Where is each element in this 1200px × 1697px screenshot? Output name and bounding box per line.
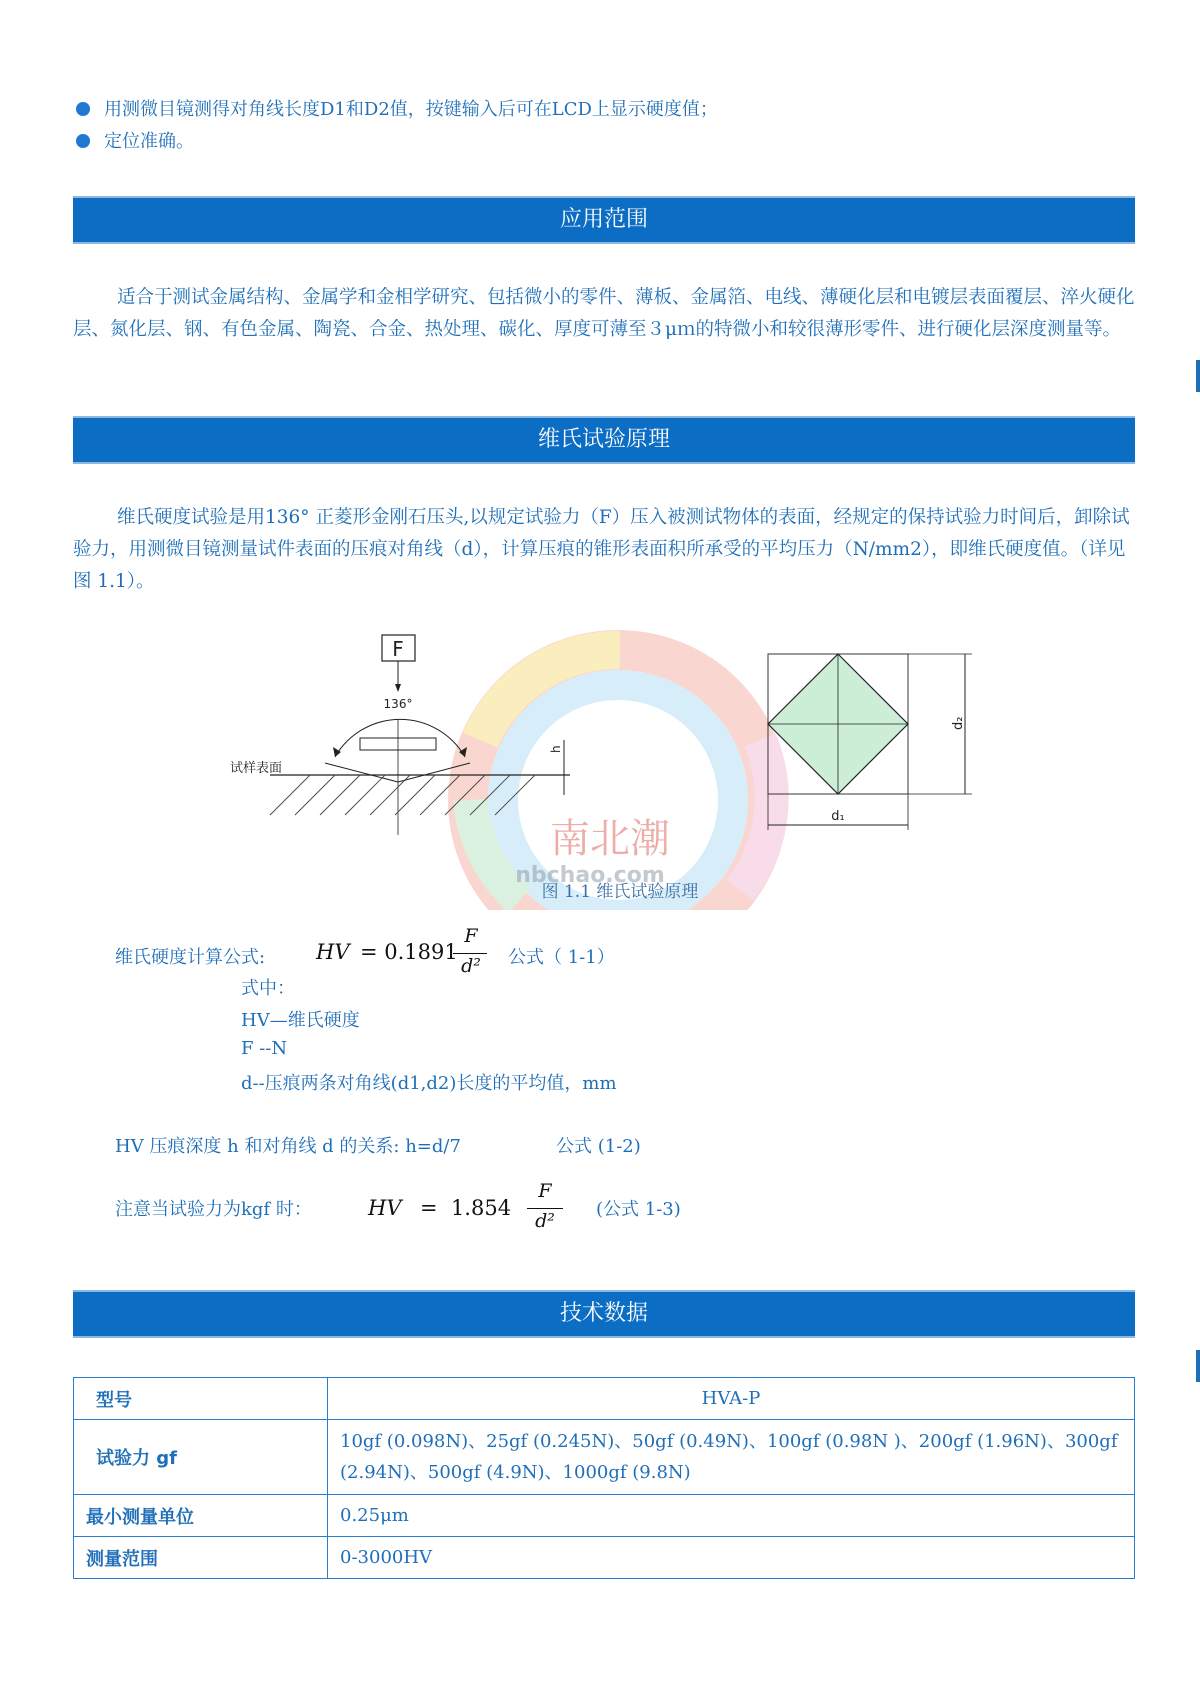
bullet-icon	[76, 102, 90, 116]
spec-table	[73, 1377, 1135, 1579]
formula3-num: F	[538, 1180, 552, 1202]
formula3-tag: (公式 1-3)	[596, 1199, 681, 1220]
principle-paragraph: 维氏硬度试验是用136° 正菱形金刚石压头,以规定试验力（F）压入被测试物体的表面，经规定的保持试验力时间后，卸除试验力，用测微目镜测量试件表面的压痕对角线（d），计算压痕的锥形表面积所承受的平均压力（N/mm2），即维氏硬度值。（详见图 1.1）。	[73, 507, 1130, 592]
edge-mark	[1196, 1350, 1200, 1382]
indenter-edge-left	[325, 763, 398, 782]
bullet-item	[76, 130, 194, 154]
table-row	[74, 1420, 1135, 1495]
table-row	[74, 1378, 1135, 1420]
formula3-den: d²	[535, 1210, 555, 1232]
angle-label: 136°	[383, 697, 413, 711]
spec-label-range: 测量范围	[74, 1537, 328, 1579]
watermark-text: 南北潮	[550, 816, 670, 862]
def-d: d--压痕两条对角线(d1,d2)长度的平均值，mm	[241, 1073, 617, 1094]
def-f: F --N	[241, 1038, 288, 1059]
application-paragraph: 适合于测试金属结构、金属学和金相学研究、包括微小的零件、薄板、金属箔、电线、薄硬化层和电镀层表面覆层、淬火硬化层、氮化层、钢、有色金属、陶瓷、合金、热处理、碳化、厚度可薄至３μｍ的特微小和较很薄形零件、进行硬化层深度测量等。	[73, 287, 1135, 340]
spec-value-model: HVA-P	[328, 1378, 1135, 1420]
arc-arrow-left	[333, 747, 341, 757]
formula1-fraction-bar	[453, 953, 487, 954]
vickers-principle-figure	[0, 620, 1200, 910]
d2-label: d₂	[951, 716, 966, 730]
surface-label: 试样表面	[230, 761, 283, 776]
formula1-den: d²	[461, 955, 481, 977]
formula3-label: 注意当试验力为kgf 时：	[115, 1199, 312, 1220]
formula1-tag: 公式（ 1-1）	[508, 947, 615, 968]
bullet-item	[76, 98, 718, 122]
def-hv: HV—维氏硬度	[241, 1010, 360, 1031]
spec-label-force: 试验力 gf	[74, 1420, 328, 1495]
formula1-lhs: HV	[316, 940, 350, 964]
section-header-tech: 技术数据	[73, 1290, 1135, 1338]
watermark-site: nbchao.com	[515, 863, 665, 888]
bullet-text: 定位准确。	[104, 131, 194, 152]
formula2-tag: 公式 (1-2)	[556, 1136, 641, 1157]
spec-label-model: 型号	[74, 1378, 328, 1420]
edge-mark	[1196, 360, 1200, 392]
bullet-icon	[76, 134, 90, 148]
formula3-lhs: HV	[368, 1196, 402, 1220]
h-label: h	[549, 745, 563, 753]
force-label: F	[392, 637, 404, 661]
d1-label: d₁	[831, 809, 845, 824]
formula1-coef: = 0.1891	[360, 940, 458, 964]
formula3-coef: = 1.854	[420, 1196, 512, 1220]
spec-value-force: 10gf (0.098N)、25gf (0.245N)、50gf (0.49N)、100gf (0.98N )、200gf (1.96N)、300gf (2.94N)、500gf (4.9N)、1000gf (9.8N)	[328, 1420, 1135, 1495]
where-label: 式中：	[241, 978, 295, 999]
formula1-label: 维氏硬度计算公式:	[115, 947, 266, 968]
table-row	[74, 1495, 1135, 1537]
figure-caption: 图 1.1 维氏试验原理	[541, 882, 699, 902]
table-row	[74, 1537, 1135, 1579]
formula3-fraction-bar	[527, 1208, 563, 1209]
formula2-text: HV 压痕深度 h 和对角线 d 的关系: h=d/7	[115, 1136, 461, 1157]
spec-label-unit: 最小测量单位	[74, 1495, 328, 1537]
force-arrow-head	[395, 684, 401, 692]
section-header-principle: 维氏试验原理	[73, 416, 1135, 464]
section-header-application: 应用范围	[73, 196, 1135, 244]
spec-value-unit: 0.25μm	[328, 1495, 1135, 1537]
spec-value-range: 0-3000HV	[328, 1537, 1135, 1579]
formula1-num: F	[464, 925, 478, 947]
bullet-text: 用测微目镜测得对角线长度D1和D2值，按键输入后可在LCD上显示硬度值；	[104, 99, 718, 120]
